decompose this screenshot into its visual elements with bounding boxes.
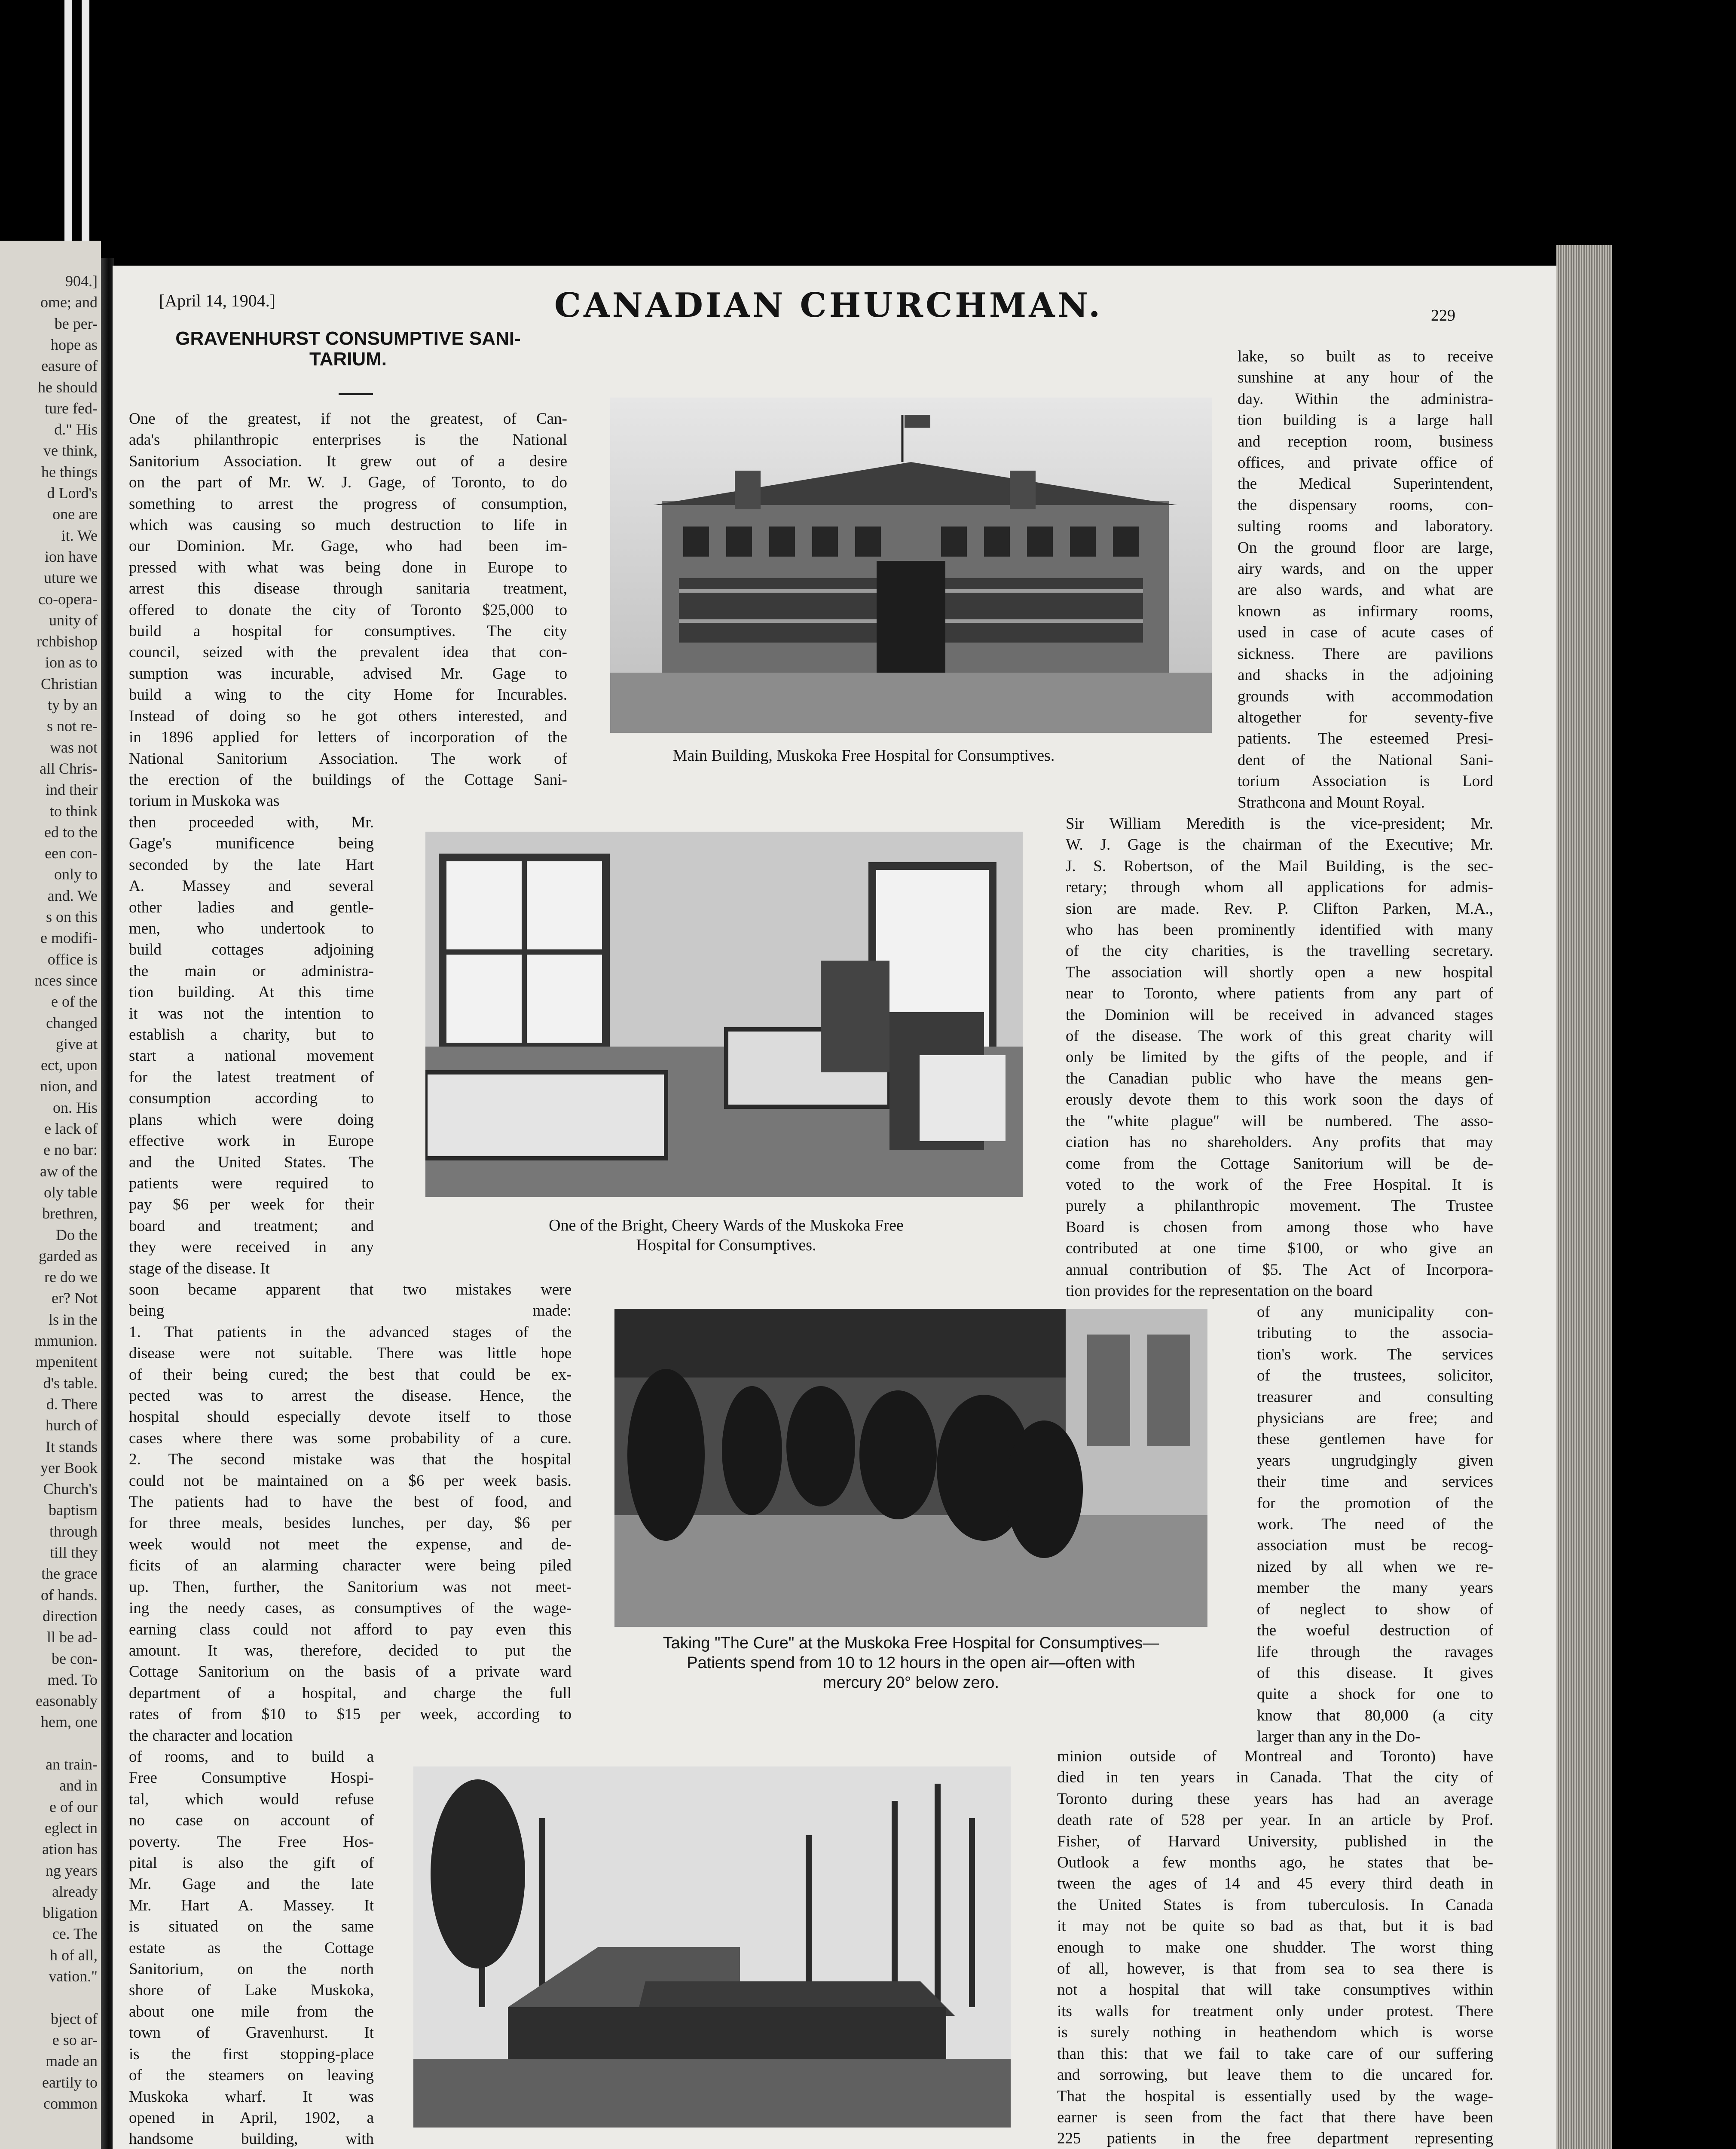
facing-page-text: oly table [44, 1183, 98, 1201]
text-line: work. The need of the [1257, 1515, 1493, 1534]
text-line: Sir William Meredith is the vice-president; Mr. [1066, 815, 1493, 833]
facing-page-text: unity of [49, 611, 98, 629]
text-line: treasurer and consulting [1257, 1388, 1493, 1406]
text-line: association must be recog- [1257, 1537, 1493, 1555]
facing-page-text: ect, upon [41, 1056, 98, 1074]
text-line: Sanitorium, on the north [129, 1960, 374, 1978]
facing-page-text: hem, one [41, 1713, 98, 1731]
text-line: for the latest treatment of [129, 1068, 374, 1086]
text-line: nized by all when we re- [1257, 1558, 1493, 1576]
text-line: know that 80,000 (a city [1257, 1706, 1493, 1724]
text-line: and shacks in the adjoining [1238, 666, 1493, 684]
text-line: lake, so built as to receive [1238, 348, 1493, 365]
facing-page-fragment [0, 241, 101, 2149]
text-line: Free Consumptive Hospi- [129, 1769, 374, 1787]
text-line: Strathcona and Mount Royal. [1238, 793, 1425, 811]
text-line: of rooms, and to build a [129, 1748, 374, 1766]
text-line: of any municipality con- [1257, 1303, 1493, 1321]
text-line: torium Association is Lord [1238, 772, 1493, 790]
text-line: it may not be quite so bad as that, but it is bad [1057, 1917, 1493, 1935]
main-building-photo [610, 398, 1212, 733]
text-line: Instead of doing so he got others interested, and [129, 707, 567, 725]
text-line: grounds with accommodation [1238, 687, 1493, 705]
text-line: Toronto during these years has had an average [1057, 1790, 1493, 1808]
text-line: stage of the disease. It [129, 1259, 270, 1277]
facing-page-text: already [52, 1883, 98, 1900]
text-line: department of a hospital, and charge the full [129, 1684, 572, 1702]
article-heading [129, 328, 567, 370]
facing-page-text: office is [47, 950, 98, 968]
text-line: of the trustees, solicitor, [1257, 1367, 1493, 1385]
article-text-col1-top [129, 408, 567, 812]
text-line: than this: that we fail to take care of our suffering [1057, 2045, 1493, 2063]
text-line: our Dominion. Mr. Gage, who had been im- [129, 537, 567, 555]
text-line: who has been prominently identified with many [1066, 921, 1493, 939]
heading-line-1: GRAVENHURST CONSUMPTIVE SANI- [175, 328, 521, 349]
text-line: of the steamers on leaving [129, 2066, 374, 2085]
text-line: pital is also the gift of [129, 1854, 374, 1872]
ward-photo [425, 832, 1023, 1197]
facing-page-text: an train- [46, 1756, 98, 1773]
text-line: 2. The second mistake was that the hospital [129, 1451, 572, 1469]
facing-page-text: med. To [47, 1671, 98, 1688]
facing-page-text: Church's [43, 1480, 98, 1498]
text-line: died in ten years in Canada. That the city of [1057, 1769, 1493, 1787]
text-line: of their being cured; the best that could be ex- [129, 1365, 572, 1384]
text-line: sunshine at any hour of the [1238, 369, 1493, 387]
facing-page-text: give at [56, 1035, 98, 1053]
text-line: voted to the work of the Free Hospital. It is [1066, 1176, 1493, 1194]
text-line: sulting rooms and laboratory. [1238, 517, 1493, 536]
text-line: airy wards, and on the upper [1238, 560, 1493, 578]
facing-page-text: e of the [51, 993, 98, 1010]
facing-page-text: ll be ad- [47, 1629, 98, 1646]
ward-caption [421, 1215, 1031, 1255]
text-line: tween the ages of 14 and 45 every third death in [1057, 1875, 1493, 1893]
facing-page-text: vation." [49, 1968, 98, 1985]
text-line: 1. That patients in the advanced stages of the [129, 1323, 572, 1341]
facing-page-text: garded as [39, 1247, 98, 1264]
facing-page-text: till they [50, 1544, 98, 1561]
text-line: for three meals, besides lunches, per day, $6 per [129, 1514, 572, 1532]
facing-page-text: ty by an [48, 696, 98, 713]
text-line: plans which were doing [129, 1111, 374, 1129]
text-line: effective work in Europe [129, 1132, 374, 1150]
text-line: board and treatment; and [129, 1217, 374, 1235]
text-line: then proceeded with, Mr. [129, 814, 374, 831]
facing-page-text: hope as [51, 336, 98, 353]
text-line: life through the ravages [1257, 1643, 1493, 1661]
facing-page-text: ls in the [49, 1310, 98, 1328]
facing-page-text: of hands. [41, 1586, 98, 1604]
taking-the-cure-photo [614, 1309, 1207, 1627]
facing-page-text: ve think, [43, 442, 98, 459]
text-line: used in case of acute cases of [1238, 624, 1493, 642]
issue-date: [April 14, 1904.] [159, 291, 276, 310]
text-line: torium in Muskoka was [129, 792, 280, 810]
article-text-col1-lower [129, 1279, 572, 1746]
text-line: and the United States. The [129, 1153, 374, 1171]
facing-page-text: ng years [46, 1861, 98, 1879]
text-line: poverty. The Free Hos- [129, 1833, 374, 1851]
text-line: offices, and private office of [1238, 454, 1493, 472]
text-line: on the part of Mr. W. J. Gage, of Toronto, to do [129, 474, 567, 492]
text-line: altogether for seventy-five [1238, 708, 1493, 726]
text-line: other ladies and gentle- [129, 898, 374, 916]
text-line: the Medical Superintendent, [1238, 475, 1493, 493]
facing-page-text: ome; and [40, 294, 98, 311]
text-line: Outlook a few months ago, he states that be- [1057, 1854, 1493, 1872]
text-line: establish a charity, but to [129, 1026, 374, 1044]
facing-page-text: ion as to [45, 654, 98, 671]
facing-page-text: bject of [51, 2010, 98, 2027]
main-building-caption [584, 746, 1143, 765]
text-line: Sanitorium Association. It grew out of a desire [129, 452, 567, 470]
text-line: W. J. Gage is the chairman of the Executive; Mr. [1066, 836, 1493, 854]
text-line: shore of Lake Muskoka, [129, 1981, 374, 1999]
text-line: Board is chosen from among those who have [1066, 1218, 1493, 1236]
text-line: tion building is a large hall [1238, 411, 1493, 429]
text-line: sumption was incurable, advised Mr. Gage to [129, 664, 567, 683]
facing-page-text: made an [46, 2052, 98, 2070]
text-line: The patients had to have the best of food, and [129, 1493, 572, 1511]
article-text-col3-top [1238, 346, 1493, 813]
page-number: 229 [1431, 306, 1455, 324]
text-line: of the city charities, is the travelling secretary. [1066, 942, 1493, 960]
facing-page-text: ion have [45, 548, 98, 565]
text-line: start a national movement [129, 1047, 374, 1065]
text-line: opened in April, 1902, a [129, 2109, 374, 2127]
text-line: erously devote them to this work soon the days of [1066, 1091, 1493, 1109]
text-line: enough to make one shudder. The worst thing [1057, 1938, 1493, 1956]
text-line: the main or administra- [129, 962, 374, 980]
text-line: it was not the intention to [129, 1004, 374, 1022]
text-line: Mr. Gage and the late [129, 1875, 374, 1893]
text-line: seconded by the late Hart [129, 856, 374, 874]
text-line: pay $6 per week for their [129, 1196, 374, 1214]
text-line: arrest this disease through sanitaria treatment, [129, 580, 567, 598]
text-line: the character and location [129, 1727, 293, 1745]
text-line: no case on account of [129, 1812, 374, 1830]
text-line: the "white plague" will be numbered. The asso- [1066, 1112, 1493, 1130]
article-text-col1-narrow [129, 812, 374, 1279]
text-line: the dispensary rooms, con- [1238, 496, 1493, 514]
text-line: dent of the National Sani- [1238, 751, 1493, 769]
facing-page-text: changed [46, 1014, 98, 1032]
text-line: offered to donate the city of Toronto $25,000 to [129, 601, 567, 619]
text-line: cases where there was some probability of a cure. [129, 1429, 572, 1447]
text-line: estate as the Cottage [129, 1939, 374, 1957]
text-line: about one mile from the [129, 2002, 374, 2020]
text-line: for the promotion of the [1257, 1494, 1493, 1512]
text-line: The association will shortly open a new hospital [1066, 963, 1493, 981]
text-line: day. Within the administra- [1238, 390, 1493, 408]
text-line: the United States is from tuberculosis. In Canada [1057, 1896, 1493, 1914]
text-line: Gage's munificence being [129, 835, 374, 853]
facing-page-text: he should [38, 378, 98, 396]
book-gutter [101, 258, 114, 2149]
facing-page-text: d Lord's [47, 484, 98, 502]
facing-page-text: rchbishop [37, 633, 98, 650]
facing-page-text: it. We [61, 527, 98, 544]
text-line: amount. It was, therefore, decided to put the [129, 1641, 572, 1659]
caption-line: Taking "The Cure" at the Muskoka Free Hospital for Consumptives— [663, 1634, 1159, 1652]
text-line: ada's philanthropic enterprises is the National [129, 431, 567, 449]
text-line: build cottages adjoining [129, 941, 374, 959]
caption-line: Patients spend from 10 to 12 hours in the open air—often with [687, 1654, 1135, 1672]
facing-page-text: e modifi- [40, 929, 98, 947]
facing-page-text: ind their [46, 781, 98, 799]
facing-page-text: on. His [52, 1099, 98, 1116]
text-line: is surely nothing in heathendom which is worse [1057, 2023, 1493, 2042]
text-line: of the disease. The work of this great charity will [1066, 1027, 1493, 1045]
facing-page-text: e lack of [44, 1120, 98, 1137]
text-line: week would not meet the expense, and de- [129, 1535, 572, 1553]
text-line: Mr. Hart A. Massey. It [129, 1896, 374, 1914]
facing-page-text: hurch of [46, 1417, 98, 1434]
text-line: ing the needy cases, as consumptives of the wage- [129, 1599, 572, 1617]
text-line: disease were not suitable. There was little hope [129, 1344, 572, 1362]
text-line: patients. The esteemed Presi- [1238, 730, 1493, 748]
facing-page-text: he things [41, 463, 98, 481]
facing-page-text: It stands [46, 1438, 98, 1455]
text-line: tion building. At this time [129, 983, 374, 1001]
text-line: contributed at one time $100, or who give an [1066, 1240, 1493, 1258]
facing-page-text: the grace [41, 1565, 98, 1583]
text-line: build a wing to the city Home for Incurables. [129, 686, 567, 704]
facing-page-text: easure of [41, 357, 98, 375]
text-line: the Canadian public who have the means gen- [1066, 1069, 1493, 1087]
facing-page-text: Christian [41, 675, 98, 692]
text-line: only be limited by the gifts of the people, and if [1066, 1048, 1493, 1066]
text-line: earning class could not afford to pay even this [129, 1620, 572, 1638]
facing-page-text: ce. The [52, 1925, 98, 1943]
text-line: of all, however, is that from sea to sea there is [1057, 1960, 1493, 1978]
text-line: Cottage Sanitorium on the basis of a private ward [129, 1663, 572, 1681]
facing-page-text: nces since [34, 971, 98, 989]
text-line: of this disease. It gives [1257, 1664, 1493, 1682]
text-line: National Sanitorium Association. The work of [129, 750, 567, 768]
facing-page-text: d." His [54, 421, 98, 438]
text-line: and sorrowing, but leave them to die uncared for. [1057, 2066, 1493, 2084]
text-line: tion's work. The services [1257, 1345, 1493, 1363]
facing-page-text: h of all, [50, 1946, 98, 1964]
facing-page-text: d. There [46, 1395, 98, 1413]
facing-page-text: s on this [46, 908, 98, 925]
text-line: is situated on the same [129, 1918, 374, 1936]
text-line: On the ground floor are large, [1238, 539, 1493, 557]
text-line: pressed with what was being done in Europe to [129, 558, 567, 576]
facing-page-text: eglect in [45, 1819, 98, 1837]
text-line: come from the Cottage Sanitorium will be de- [1066, 1154, 1493, 1172]
text-line: death rate of 528 per year. In an article by Prof. [1057, 1811, 1493, 1829]
text-line: in 1896 applied for letters of incorporation of the [129, 729, 567, 747]
facing-page-text: mmunion. [34, 1332, 98, 1349]
page-edge-stack [1556, 245, 1612, 2149]
text-line: their time and services [1257, 1473, 1493, 1491]
taking-the-cure-caption [593, 1633, 1229, 1693]
facing-page-text: ed to the [44, 823, 98, 841]
facing-page-text: yer Book [40, 1459, 98, 1476]
text-line: ciation has no shareholders. Any profits that may [1066, 1133, 1493, 1151]
text-line: rates of from $10 to $15 per week, according to [129, 1705, 572, 1723]
text-line: tal, which would refuse [129, 1790, 374, 1808]
text-line: near to Toronto, where patients from any part of [1066, 985, 1493, 1003]
text-line: build a hospital for consumptives. The city [129, 622, 567, 640]
text-line: tributing to the associa- [1257, 1324, 1493, 1342]
text-line: patients were required to [129, 1174, 374, 1192]
text-line: these gentlemen have for [1257, 1430, 1493, 1448]
text-line: 225 patients in the free department representing [1057, 2130, 1493, 2148]
text-line: larger than any in the Do- [1257, 1728, 1421, 1746]
text-line: retary; through whom all applications for admis- [1066, 879, 1493, 897]
facing-page-text: d's table. [43, 1374, 98, 1392]
text-line: Muskoka wharf. It was [129, 2088, 374, 2106]
text-line: annual contribution of $5. The Act of Incorpora- [1066, 1261, 1493, 1279]
facing-page-text: nion, and [40, 1078, 98, 1095]
text-line: purely a philanthropic movement. The Trustee [1066, 1197, 1493, 1215]
facing-page-text: re do we [44, 1268, 98, 1286]
facing-page-text: een con- [45, 845, 98, 862]
facing-page-text: s not re- [47, 717, 98, 735]
text-line: is the first stopping-place [129, 2045, 374, 2063]
facing-page-text: be per- [54, 315, 98, 332]
text-line: not a hospital that will take consumptives within [1057, 1981, 1493, 1999]
text-line: sickness. There are pavilions [1238, 645, 1493, 663]
text-line: tion provides for the representation on the board [1066, 1282, 1373, 1300]
text-line: sion are made. Rev. P. Clifton Parken, M.A., [1066, 900, 1493, 918]
facing-page-text: all Chris- [40, 759, 98, 777]
facing-page-text: easonably [36, 1692, 98, 1710]
text-line: are also wards, and what are [1238, 581, 1493, 599]
facing-page-text: uture we [44, 569, 98, 587]
facing-page-text: mpenitent [36, 1353, 98, 1371]
masthead-title: CANADIAN CHURCHMAN. [554, 286, 1103, 325]
article-text-col3-bottom [1057, 1746, 1493, 2149]
text-line: and reception room, business [1238, 432, 1493, 450]
facing-page-text: common [43, 2094, 98, 2112]
facing-page-text: baptism [49, 1501, 98, 1519]
facing-page-text: e of our [49, 1798, 98, 1815]
caption-line: Main Building, Muskoka Free Hospital for Consumptives. [672, 747, 1055, 765]
caption-line: mercury 20° below zero. [822, 1674, 999, 1692]
text-line: the Dominion will be received in advanced stages [1066, 1006, 1493, 1024]
text-line: That the hospital is essentially used by the wage- [1057, 2087, 1493, 2105]
facing-page-text: brethren, [42, 1205, 98, 1222]
text-line: ficits of an alarming character were being piled [129, 1557, 572, 1575]
text-line: which was causing so much destruction to life in [129, 516, 567, 534]
text-line: member the many years [1257, 1579, 1493, 1597]
facing-page-text: aw of the [40, 1162, 98, 1180]
text-line: A. Massey and several [129, 877, 374, 895]
heading-line-2: TARIUM. [309, 349, 387, 370]
facing-page-text: e no bar: [43, 1141, 98, 1159]
text-line: physicians are free; and [1257, 1409, 1493, 1427]
text-line: could not be maintained on a $6 per week basis. [129, 1472, 572, 1490]
caption-line: One of the Bright, Cheery Wards of the Muskoka Free [549, 1216, 904, 1234]
facing-page-text: 904.] [65, 272, 98, 290]
text-line: known as infirmary rooms, [1238, 602, 1493, 620]
facing-page-text: ture fed- [45, 399, 98, 417]
text-line: One of the greatest, if not the greatest, of Can- [129, 410, 567, 428]
facing-page-text: er? Not [52, 1289, 98, 1307]
text-line: J. S. Robertson, of the Mail Building, is the sec- [1066, 857, 1493, 875]
facing-page-text: and. We [47, 887, 98, 904]
text-line: consumption according to [129, 1090, 374, 1108]
facing-page-text: direction [43, 1607, 98, 1625]
text-line: handsome building, with [129, 2130, 374, 2148]
facing-page-text: Do the [56, 1226, 98, 1243]
text-line: minion outside of Montreal and Toronto) have [1057, 1748, 1493, 1765]
text-line: something to arrest the progress of consumption, [129, 495, 567, 513]
text-line: they were received in any [129, 1238, 374, 1256]
facing-page-text: e so ar- [52, 2031, 98, 2048]
facing-page-text: to think [49, 802, 98, 820]
facing-page-text: eartily to [42, 2073, 98, 2091]
text-line: the erection of the buildings of the Cottage Sani- [129, 771, 567, 789]
facing-page-text: was not [50, 738, 98, 756]
article-text-col3-mid [1257, 1301, 1493, 1748]
caption-line: Hospital for Consumptives. [636, 1236, 816, 1254]
text-line: council, seized with the prevalent idea that con- [129, 643, 567, 661]
facing-page-text: bligation [43, 1904, 98, 1922]
text-line: Fisher, of Harvard University, published in the [1057, 1832, 1493, 1850]
text-line: of neglect to show of [1257, 1600, 1493, 1618]
facing-page-text: be con- [52, 1650, 98, 1667]
text-line: earner is seen from the fact that there have been [1057, 2108, 1493, 2126]
text-line: years ungrudgingly given [1257, 1451, 1493, 1469]
facing-page-text: ation has [42, 1840, 98, 1858]
article-text-col1-bottom [129, 1746, 374, 2149]
text-line: being made: [129, 1302, 572, 1320]
text-line: quite a shock for one to [1257, 1685, 1493, 1703]
facing-page-text: one are [52, 505, 98, 523]
article-text-col3-wide [1066, 813, 1493, 1301]
facing-page-text: co-opera- [38, 590, 98, 608]
roofed-tent-photo [413, 1766, 1011, 2128]
text-line: the woeful destruction of [1257, 1622, 1493, 1640]
text-line: soon became apparent that two mistakes were [129, 1281, 572, 1298]
text-line: hospital should especially devote itself to those [129, 1408, 572, 1426]
text-line: its walls for treatment only under protest. There [1057, 2002, 1493, 2020]
text-line: men, who undertook to [129, 920, 374, 938]
text-line: pected was to arrest the disease. Hence, the [129, 1387, 572, 1405]
facing-page-text: only to [54, 866, 98, 883]
text-line: up. Then, further, the Sanitorium was not meet- [129, 1578, 572, 1596]
facing-page-text: through [49, 1522, 98, 1540]
heading-rule [339, 393, 373, 395]
text-line: town of Gravenhurst. It [129, 2024, 374, 2042]
facing-page-text: and in [59, 1777, 98, 1794]
